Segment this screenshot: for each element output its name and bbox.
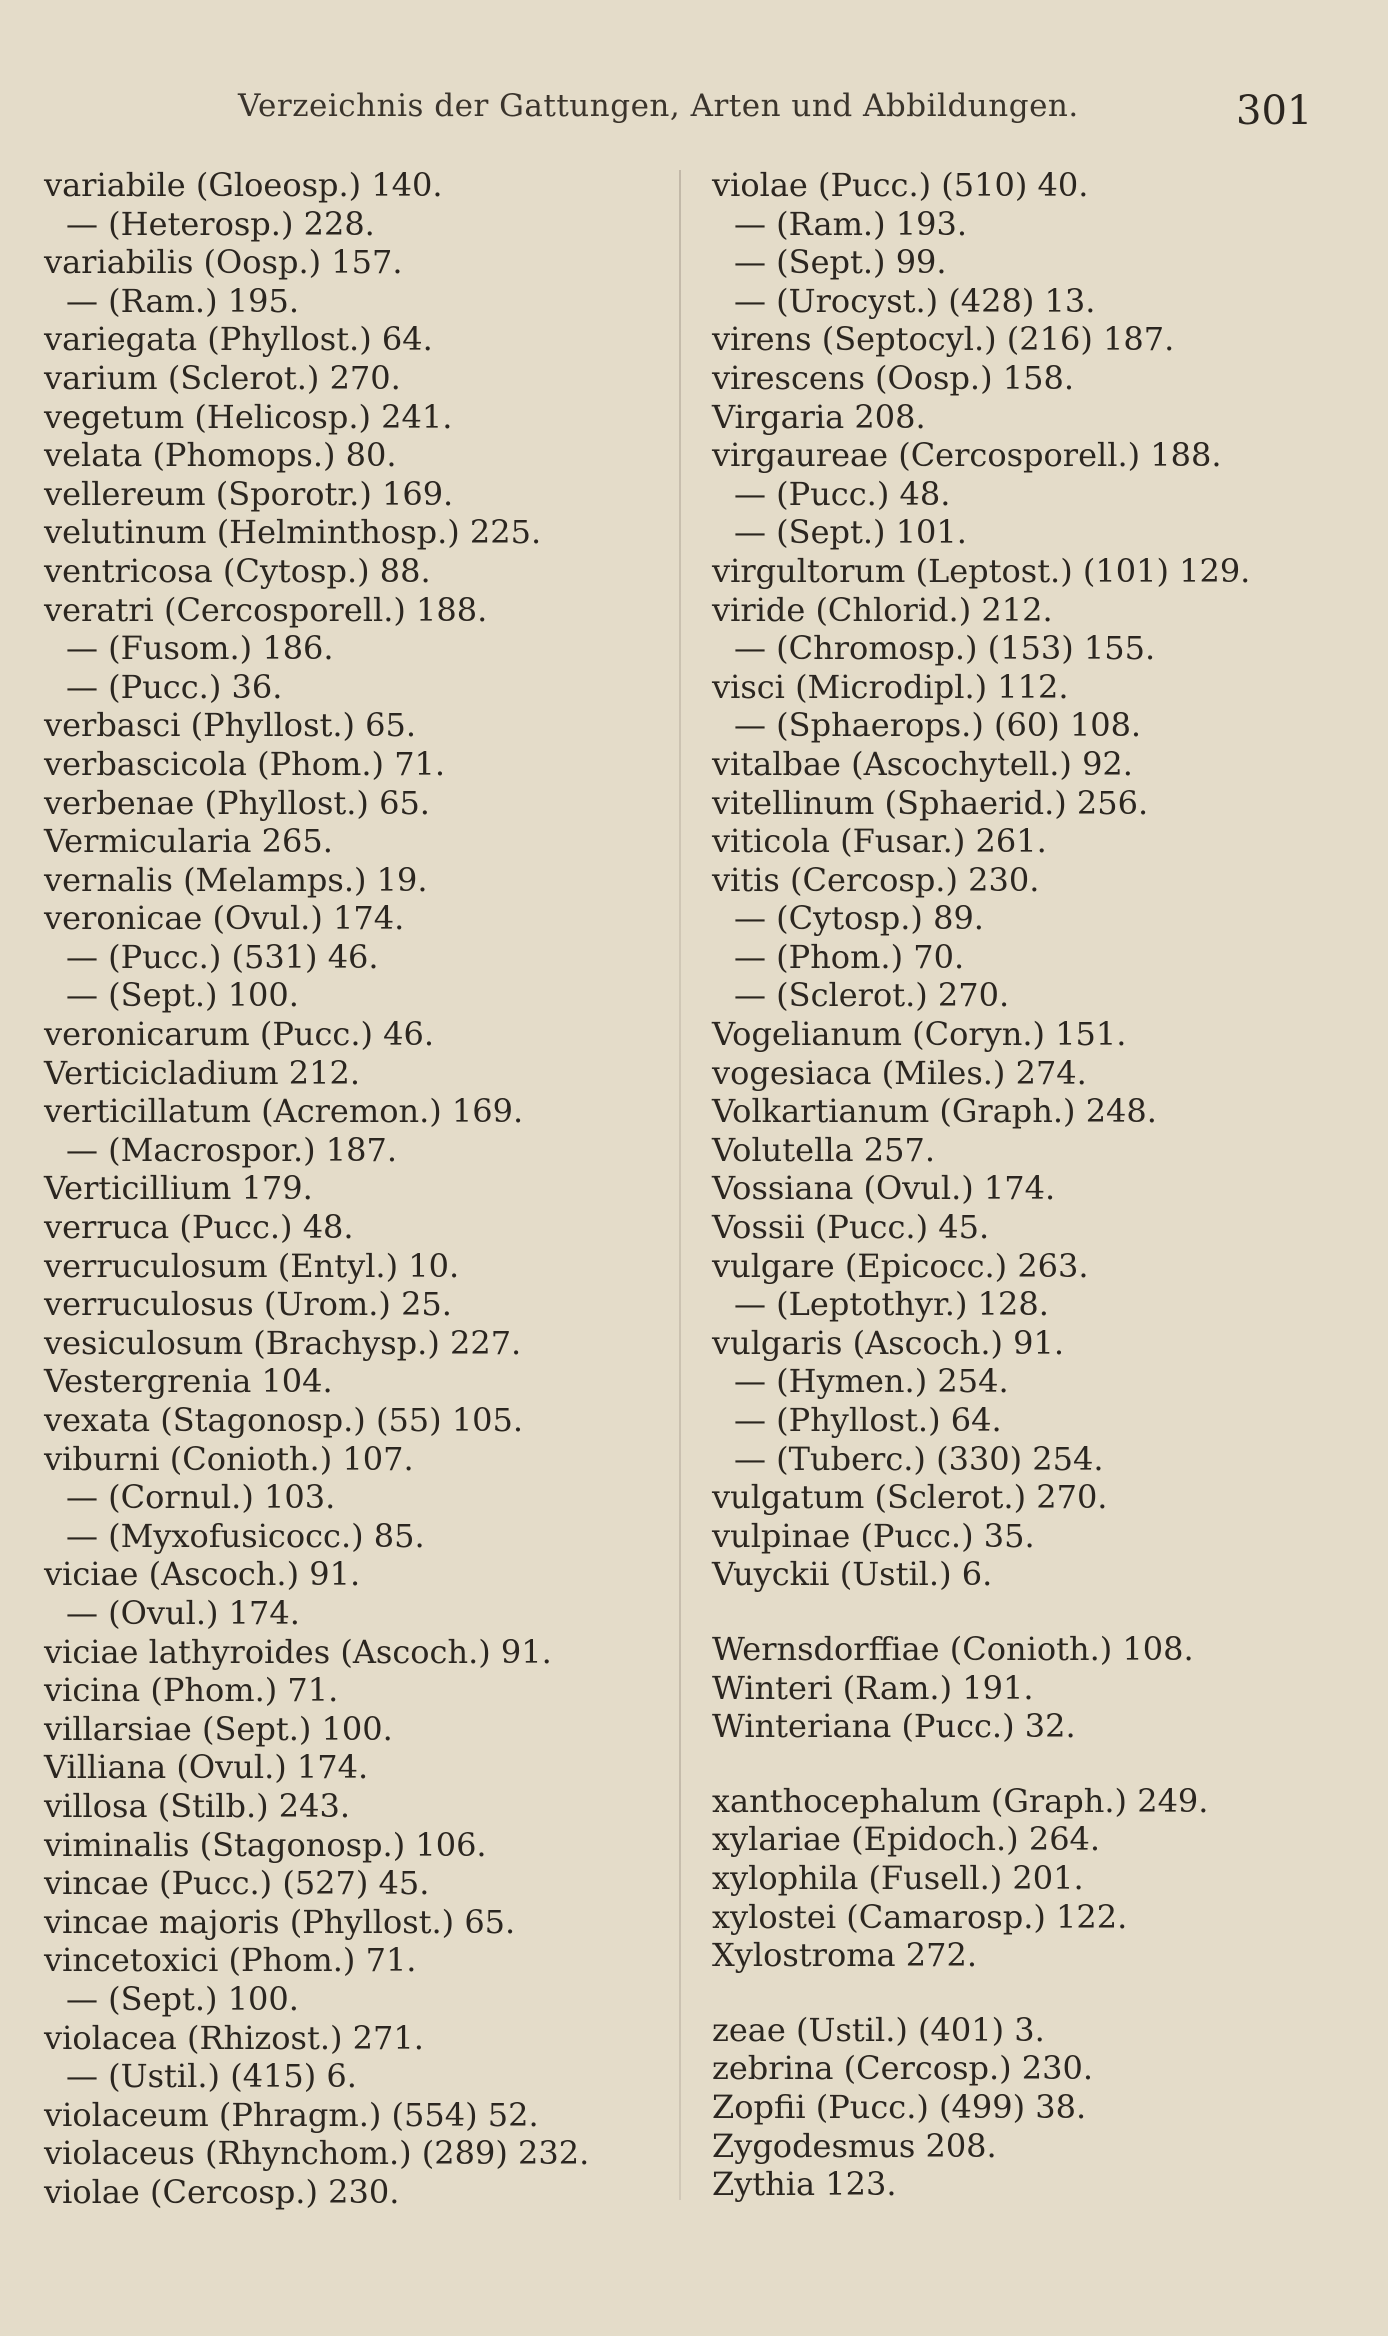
index-entry: vulgaris (Ascoch.) 91. bbox=[712, 1323, 1065, 1362]
index-entry: verbascicola (Phom.) 71. bbox=[44, 744, 446, 783]
index-entry: virens (Septocyl.) (216) 187. bbox=[712, 320, 1175, 359]
index-entry: violacea (Rhizost.) 271. bbox=[44, 2018, 424, 2057]
index-entry: vulpinae (Pucc.) 35. bbox=[712, 1516, 1035, 1555]
index-entry: viciae (Ascoch.) 91. bbox=[44, 1555, 361, 1594]
index-entry: — (Sept.) 100. bbox=[66, 976, 299, 1015]
index-entry: — (Sclerot.) 270. bbox=[734, 976, 1010, 1015]
index-entry: xylariae (Epidoch.) 264. bbox=[712, 1820, 1101, 1859]
index-entry: xanthocephalum (Graph.) 249. bbox=[712, 1781, 1209, 1820]
index-entry: villarsiae (Sept.) 100. bbox=[44, 1709, 393, 1748]
index-entry: Villiana (Ovul.) 174. bbox=[44, 1748, 369, 1787]
index-entry: — (Fusom.) 186. bbox=[66, 629, 334, 668]
index-entry: Verticillium 179. bbox=[44, 1169, 313, 1208]
running-header: Verzeichnis der Gattungen, Arten und Abbildungen. bbox=[238, 88, 1079, 124]
index-entry: — (Cornul.) 103. bbox=[66, 1478, 336, 1517]
index-entry: — (Pucc.) 36. bbox=[66, 667, 283, 706]
index-entry: verruca (Pucc.) 48. bbox=[44, 1208, 354, 1247]
index-entry: — (Urocyst.) (428) 13. bbox=[734, 281, 1096, 320]
index-entry: — (Cytosp.) 89. bbox=[734, 899, 984, 938]
index-entry: velata (Phomops.) 80. bbox=[44, 436, 397, 475]
index-entry: villosa (Stilb.) 243. bbox=[44, 1786, 351, 1825]
index-entry: vesiculosum (Brachysp.) 227. bbox=[44, 1323, 522, 1362]
page-number: 301 bbox=[1236, 88, 1313, 134]
index-entry: violaceus (Rhynchom.) (289) 232. bbox=[44, 2134, 590, 2173]
index-entry: Virgaria 208. bbox=[712, 397, 926, 436]
index-entry: Verticicladium 212. bbox=[44, 1053, 360, 1092]
index-entry: variegata (Phyllost.) 64. bbox=[44, 320, 433, 359]
index-entry: verruculosum (Entyl.) 10. bbox=[44, 1246, 460, 1285]
index-entry: — (Tuberc.) (330) 254. bbox=[734, 1439, 1104, 1478]
index-entry: veronicae (Ovul.) 174. bbox=[44, 899, 405, 938]
index-entry: variabile (Gloeosp.) 140. bbox=[44, 166, 443, 204]
index-entry: velutinum (Helminthosp.) 225. bbox=[44, 513, 542, 552]
index-entry: vernalis (Melamps.) 19. bbox=[44, 860, 428, 899]
index-entry: zeae (Ustil.) (401) 3. bbox=[712, 2010, 1045, 2049]
index-entry: vexata (Stagonosp.) (55) 105. bbox=[44, 1401, 524, 1439]
index-entry: verticillatum (Acremon.) 169. bbox=[44, 1092, 524, 1131]
index-entry: — (Pucc.) 48. bbox=[734, 474, 951, 513]
index-entry: vincae (Pucc.) (527) 45. bbox=[44, 1864, 430, 1903]
index-entry: Vogelianum (Coryn.) 151. bbox=[712, 1015, 1127, 1054]
index-entry: Winteri (Ram.) 191. bbox=[712, 1668, 1034, 1707]
index-entry: viminalis (Stagonosp.) 106. bbox=[44, 1825, 487, 1864]
index-entry: — (Sept.) 100. bbox=[66, 1979, 299, 2018]
index-entry: — (Macrospor.) 187. bbox=[66, 1130, 398, 1169]
index-entry: viciae lathyroides (Ascoch.) 91. bbox=[44, 1632, 552, 1671]
index-entry: veratri (Cercosporell.) 188. bbox=[44, 590, 488, 629]
index-entry: vellereum (Sporotr.) 169. bbox=[44, 474, 454, 513]
index-entry: visci (Microdipl.) 112. bbox=[712, 667, 1069, 706]
index-entry: vicina (Phom.) 71. bbox=[44, 1671, 339, 1710]
index-entry: — (Myxofusicocc.) 85. bbox=[66, 1516, 425, 1555]
index-entry: Xylostroma 272. bbox=[712, 1936, 978, 1975]
index-column-left bbox=[44, 166, 589, 2211]
index-entry: vitalbae (Ascochytell.) 92. bbox=[712, 744, 1133, 783]
index-entry: xylostei (Camarosp.) 122. bbox=[712, 1897, 1128, 1936]
index-entry: verruculosus (Urom.) 25. bbox=[44, 1285, 452, 1324]
index-entry: viride (Chlorid.) 212. bbox=[712, 590, 1053, 629]
index-entry: Vuyckii (Ustil.) 6. bbox=[712, 1555, 993, 1594]
index-entry: Winteriana (Pucc.) 32. bbox=[712, 1707, 1076, 1746]
index-entry: vitis (Cercosp.) 230. bbox=[712, 860, 1040, 899]
index-entry: virgaureae (Cercosporell.) 188. bbox=[712, 436, 1222, 475]
index-entry: Vermicularia 265. bbox=[44, 822, 333, 861]
index-entry: — (Ovul.) 174. bbox=[66, 1593, 300, 1632]
index-entry: veronicarum (Pucc.) 46. bbox=[44, 1015, 435, 1054]
index-entry: vulgare (Epicocc.) 263. bbox=[712, 1246, 1089, 1285]
index-entry: verbasci (Phyllost.) 65. bbox=[44, 706, 417, 745]
index-entry: — (Hymen.) 254. bbox=[734, 1362, 1009, 1401]
index-entry: zebrina (Cercosp.) 230. bbox=[712, 2049, 1094, 2088]
index-entry: vogesiaca (Miles.) 274. bbox=[712, 1053, 1087, 1092]
index-entry: violae (Cercosp.) 230. bbox=[44, 2172, 400, 2211]
index-entry: Vossii (Pucc.) 45. bbox=[712, 1208, 990, 1247]
index-entry: — (Ram.) 195. bbox=[66, 281, 299, 320]
index-entry: — (Heterosp.) 228. bbox=[66, 204, 375, 243]
index-entry: ventricosa (Cytosp.) 88. bbox=[44, 551, 431, 590]
index-entry: Zopfii (Pucc.) (499) 38. bbox=[712, 2087, 1087, 2126]
index-entry: vincae majoris (Phyllost.) 65. bbox=[44, 1902, 516, 1941]
index-entry: variabilis (Oosp.) 157. bbox=[44, 243, 403, 282]
index-entry: virescens (Oosp.) 158. bbox=[712, 358, 1074, 397]
index-entry: virgultorum (Leptost.) (101) 129. bbox=[712, 551, 1251, 590]
index-entry: Volutella 257. bbox=[712, 1130, 936, 1169]
index-entry: violae (Pucc.) (510) 40. bbox=[712, 166, 1089, 204]
index-entry: — (Leptothyr.) 128. bbox=[734, 1285, 1049, 1324]
index-entry: vincetoxici (Phom.) 71. bbox=[44, 1941, 417, 1980]
index-column-right bbox=[712, 166, 1250, 2204]
index-entry: vegetum (Helicosp.) 241. bbox=[44, 397, 453, 436]
index-entry: viburni (Conioth.) 107. bbox=[44, 1439, 414, 1478]
index-entry: Zygodesmus 208. bbox=[712, 2126, 997, 2165]
index-entry: vitellinum (Sphaerid.) 256. bbox=[712, 783, 1149, 822]
index-entry: Volkartianum (Graph.) 248. bbox=[712, 1092, 1157, 1131]
column-divider bbox=[679, 170, 681, 2200]
index-entry: xylophila (Fusell.) 201. bbox=[712, 1858, 1084, 1897]
index-entry: — (Phyllost.) 64. bbox=[734, 1401, 1002, 1439]
index-entry: — (Ram.) 193. bbox=[734, 204, 967, 243]
index-entry: Vestergrenia 104. bbox=[44, 1362, 333, 1401]
index-entry: — (Chromosp.) (153) 155. bbox=[734, 629, 1156, 668]
index-entry: violaceum (Phragm.) (554) 52. bbox=[44, 2095, 539, 2134]
index-entry: Vossiana (Ovul.) 174. bbox=[712, 1169, 1056, 1208]
index-entry: viticola (Fusar.) 261. bbox=[712, 822, 1047, 861]
index-entry: Zythia 123. bbox=[712, 2165, 897, 2204]
index-entry: — (Phom.) 70. bbox=[734, 937, 965, 976]
index-entry: — (Sphaerops.) (60) 108. bbox=[734, 706, 1142, 745]
index-entry: varium (Sclerot.) 270. bbox=[44, 358, 401, 397]
index-entry: verbenae (Phyllost.) 65. bbox=[44, 783, 430, 822]
index-entry: — (Sept.) 99. bbox=[734, 243, 947, 282]
index-entry: — (Ustil.) (415) 6. bbox=[66, 2057, 357, 2096]
index-entry: — (Pucc.) (531) 46. bbox=[66, 937, 379, 976]
index-entry: Wernsdorffiae (Conioth.) 108. bbox=[712, 1629, 1194, 1668]
index-entry: — (Sept.) 101. bbox=[734, 513, 967, 552]
index-entry: vulgatum (Sclerot.) 270. bbox=[712, 1478, 1108, 1517]
